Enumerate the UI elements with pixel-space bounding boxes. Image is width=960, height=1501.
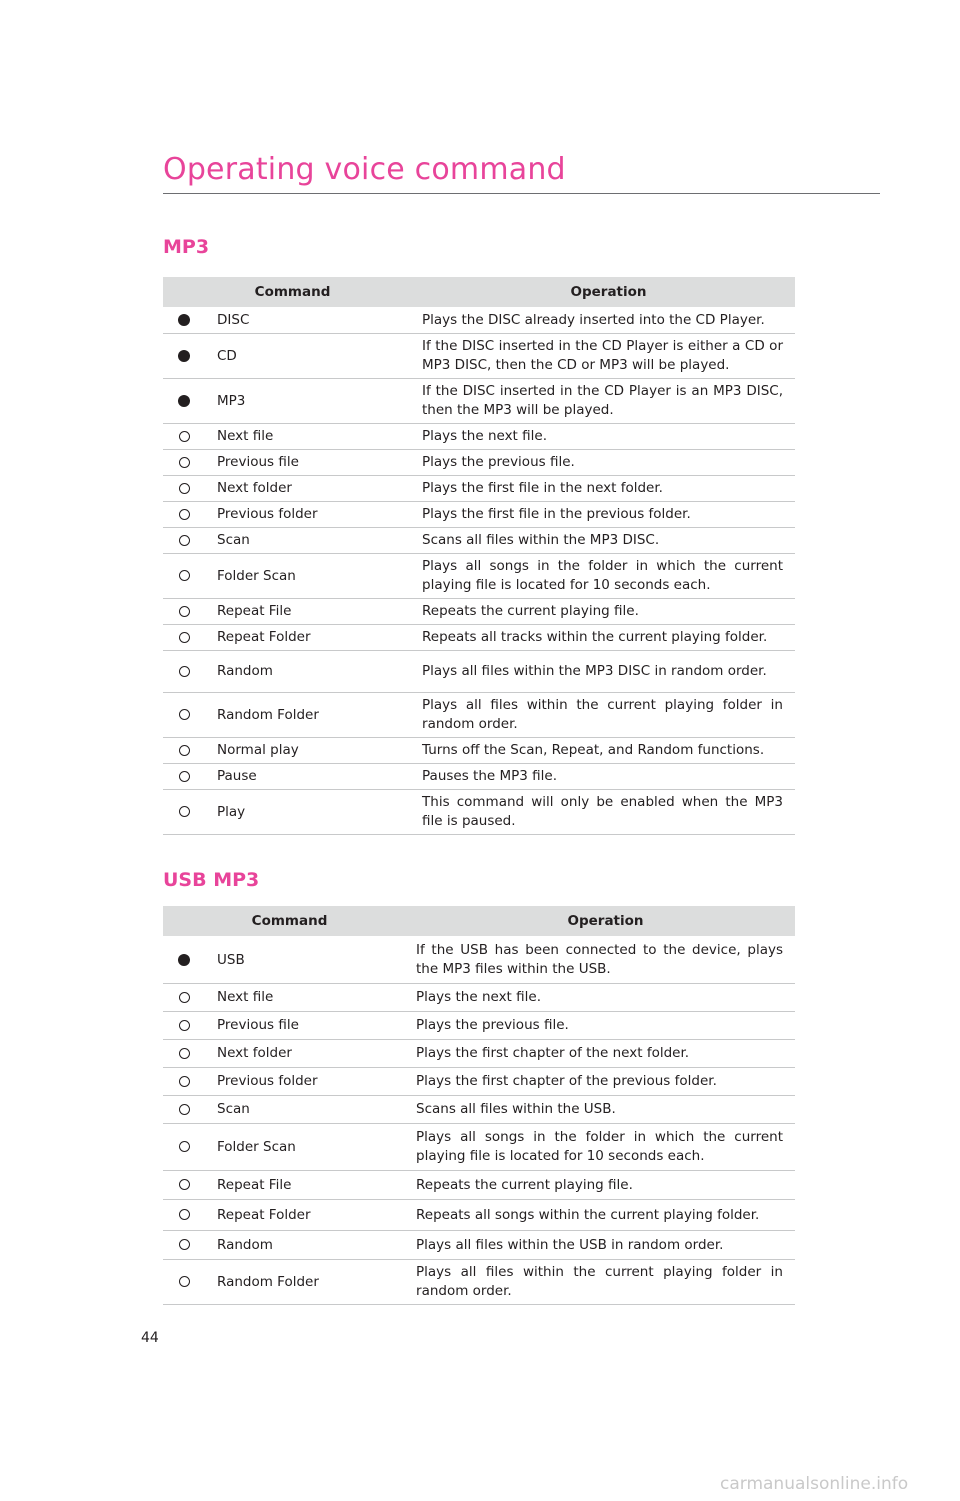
table-row	[163, 625, 795, 651]
mp3-command-table	[163, 277, 795, 835]
operation-cell: Turns off the Scan, Repeat, and Random functions.	[422, 738, 795, 764]
hollow-circle-icon	[179, 570, 190, 581]
hollow-circle-icon	[179, 1104, 190, 1115]
usb-mp3-command-table	[163, 906, 795, 1305]
bullet-cell	[163, 1260, 205, 1305]
table-row	[163, 1040, 795, 1068]
filled-circle-icon	[178, 395, 190, 407]
table-row	[163, 764, 795, 790]
command-cell: Repeat File	[205, 1171, 416, 1200]
column-header-operation: Operation	[422, 277, 795, 308]
operation-cell: If the USB has been connected to the device, plays the MP3 files within the USB.	[416, 937, 795, 984]
bullet-cell	[163, 450, 205, 476]
command-cell: Normal play	[205, 738, 422, 764]
hollow-circle-icon	[179, 771, 190, 782]
command-cell: Previous folder	[205, 1068, 416, 1096]
hollow-circle-icon	[179, 1239, 190, 1250]
hollow-circle-icon	[179, 992, 190, 1003]
command-cell: Repeat Folder	[205, 1200, 416, 1231]
table-row	[163, 1096, 795, 1124]
table-row	[163, 984, 795, 1012]
command-cell: Repeat File	[205, 599, 422, 625]
page-title: Operating voice command	[163, 152, 566, 187]
command-cell: Random	[205, 1231, 416, 1260]
operation-cell: Plays all songs in the folder in which the current playing file is located for 10 seconds each.	[416, 1124, 795, 1171]
command-cell: Scan	[205, 1096, 416, 1124]
operation-cell: Plays the DISC already inserted into the CD Player.	[422, 308, 795, 334]
operation-cell: Repeats the current playing file.	[416, 1171, 795, 1200]
bullet-cell	[163, 738, 205, 764]
table-row	[163, 379, 795, 424]
table-row	[163, 1260, 795, 1305]
operation-cell: This command will only be enabled when the MP3 file is paused.	[422, 790, 795, 835]
operation-cell: Plays the first chapter of the next folder.	[416, 1040, 795, 1068]
command-cell: Repeat Folder	[205, 625, 422, 651]
watermark: carmanualsonline.info	[720, 1474, 909, 1494]
table-header-row	[163, 277, 795, 308]
command-cell: Next file	[205, 984, 416, 1012]
operation-cell: Pauses the MP3 file.	[422, 764, 795, 790]
bullet-cell	[163, 625, 205, 651]
bullet-cell	[163, 599, 205, 625]
table-row	[163, 424, 795, 450]
table-row	[163, 450, 795, 476]
command-cell: USB	[205, 937, 416, 984]
hollow-circle-icon	[179, 1076, 190, 1087]
operation-cell: Plays the first file in the next folder.	[422, 476, 795, 502]
command-cell: Previous file	[205, 450, 422, 476]
hollow-circle-icon	[179, 509, 190, 520]
page-number: 44	[141, 1330, 159, 1346]
table-row	[163, 1171, 795, 1200]
operation-cell: Plays all songs in the folder in which the current playing file is located for 10 seconds each.	[422, 554, 795, 599]
command-cell: Next folder	[205, 476, 422, 502]
filled-circle-icon	[178, 954, 190, 966]
hollow-circle-icon	[179, 709, 190, 720]
operation-cell: Plays all files within the current playing folder in random order.	[416, 1260, 795, 1305]
table-row	[163, 937, 795, 984]
bullet-cell	[163, 1124, 205, 1171]
table-row	[163, 554, 795, 599]
hollow-circle-icon	[179, 632, 190, 643]
hollow-circle-icon	[179, 606, 190, 617]
table-row	[163, 651, 795, 693]
bullet-cell	[163, 1012, 205, 1040]
bullet-cell	[163, 1171, 205, 1200]
section-title-mp3: MP3	[163, 236, 210, 258]
operation-cell: Plays all files within the USB in random order.	[416, 1231, 795, 1260]
hollow-circle-icon	[179, 745, 190, 756]
table-row	[163, 599, 795, 625]
table-header-row	[163, 906, 795, 937]
operation-cell: Plays the next file.	[416, 984, 795, 1012]
hollow-circle-icon	[179, 1179, 190, 1190]
command-cell: DISC	[205, 308, 422, 334]
command-cell: CD	[205, 334, 422, 379]
table-row	[163, 738, 795, 764]
column-header-operation: Operation	[416, 906, 795, 937]
table-row	[163, 502, 795, 528]
command-cell: Random	[205, 651, 422, 693]
operation-cell: Repeats all tracks within the current playing folder.	[422, 625, 795, 651]
section-title-usb-mp3: USB MP3	[163, 869, 260, 891]
bullet-cell	[163, 984, 205, 1012]
table-row	[163, 308, 795, 334]
hollow-circle-icon	[179, 806, 190, 817]
operation-cell: Plays all files within the current playing folder in random order.	[422, 693, 795, 738]
column-header-command: Command	[163, 277, 422, 308]
table-row	[163, 1200, 795, 1231]
hollow-circle-icon	[179, 457, 190, 468]
bullet-cell	[163, 554, 205, 599]
hollow-circle-icon	[179, 431, 190, 442]
bullet-cell	[163, 502, 205, 528]
bullet-cell	[163, 790, 205, 835]
command-cell: MP3	[205, 379, 422, 424]
table-row	[163, 334, 795, 379]
bullet-cell	[163, 1040, 205, 1068]
command-cell: Folder Scan	[205, 554, 422, 599]
operation-cell: Plays the first file in the previous folder.	[422, 502, 795, 528]
table-row	[163, 1068, 795, 1096]
table-row	[163, 528, 795, 554]
operation-cell: Repeats all songs within the current playing folder.	[416, 1200, 795, 1231]
command-cell: Previous file	[205, 1012, 416, 1040]
operation-cell: Plays all files within the MP3 DISC in random order.	[422, 651, 795, 693]
operation-cell: Repeats the current playing file.	[422, 599, 795, 625]
command-cell: Pause	[205, 764, 422, 790]
hollow-circle-icon	[179, 1020, 190, 1031]
operation-cell: Plays the next file.	[422, 424, 795, 450]
hollow-circle-icon	[179, 483, 190, 494]
table-row	[163, 476, 795, 502]
command-cell: Play	[205, 790, 422, 835]
bullet-cell	[163, 651, 205, 693]
table-row	[163, 1231, 795, 1260]
operation-cell: If the DISC inserted in the CD Player is an MP3 DISC, then the MP3 will be played.	[422, 379, 795, 424]
operation-cell: Scans all files within the USB.	[416, 1096, 795, 1124]
operation-cell: Plays the previous file.	[422, 450, 795, 476]
filled-circle-icon	[178, 350, 190, 362]
hollow-circle-icon	[179, 1276, 190, 1287]
column-header-command: Command	[163, 906, 416, 937]
bullet-cell	[163, 1200, 205, 1231]
bullet-cell	[163, 693, 205, 738]
hollow-circle-icon	[179, 1141, 190, 1152]
table-row	[163, 790, 795, 835]
bullet-cell	[163, 1068, 205, 1096]
command-cell: Next file	[205, 424, 422, 450]
table-row	[163, 1012, 795, 1040]
hollow-circle-icon	[179, 1048, 190, 1059]
bullet-cell	[163, 1231, 205, 1260]
command-cell: Scan	[205, 528, 422, 554]
hollow-circle-icon	[179, 666, 190, 677]
table-row	[163, 1124, 795, 1171]
command-cell: Previous folder	[205, 502, 422, 528]
bullet-cell	[163, 937, 205, 984]
hollow-circle-icon	[179, 1209, 190, 1220]
bullet-cell	[163, 308, 205, 334]
bullet-cell	[163, 1096, 205, 1124]
bullet-cell	[163, 476, 205, 502]
operation-cell: Plays the first chapter of the previous folder.	[416, 1068, 795, 1096]
hollow-circle-icon	[179, 535, 190, 546]
operation-cell: Scans all files within the MP3 DISC.	[422, 528, 795, 554]
bullet-cell	[163, 528, 205, 554]
title-divider	[163, 193, 880, 194]
bullet-cell	[163, 334, 205, 379]
command-cell: Folder Scan	[205, 1124, 416, 1171]
bullet-cell	[163, 424, 205, 450]
command-cell: Next folder	[205, 1040, 416, 1068]
table-row	[163, 693, 795, 738]
operation-cell: If the DISC inserted in the CD Player is either a CD or MP3 DISC, then the CD or MP3 will be played.	[422, 334, 795, 379]
bullet-cell	[163, 764, 205, 790]
filled-circle-icon	[178, 314, 190, 326]
operation-cell: Plays the previous file.	[416, 1012, 795, 1040]
bullet-cell	[163, 379, 205, 424]
command-cell: Random Folder	[205, 1260, 416, 1305]
command-cell: Random Folder	[205, 693, 422, 738]
